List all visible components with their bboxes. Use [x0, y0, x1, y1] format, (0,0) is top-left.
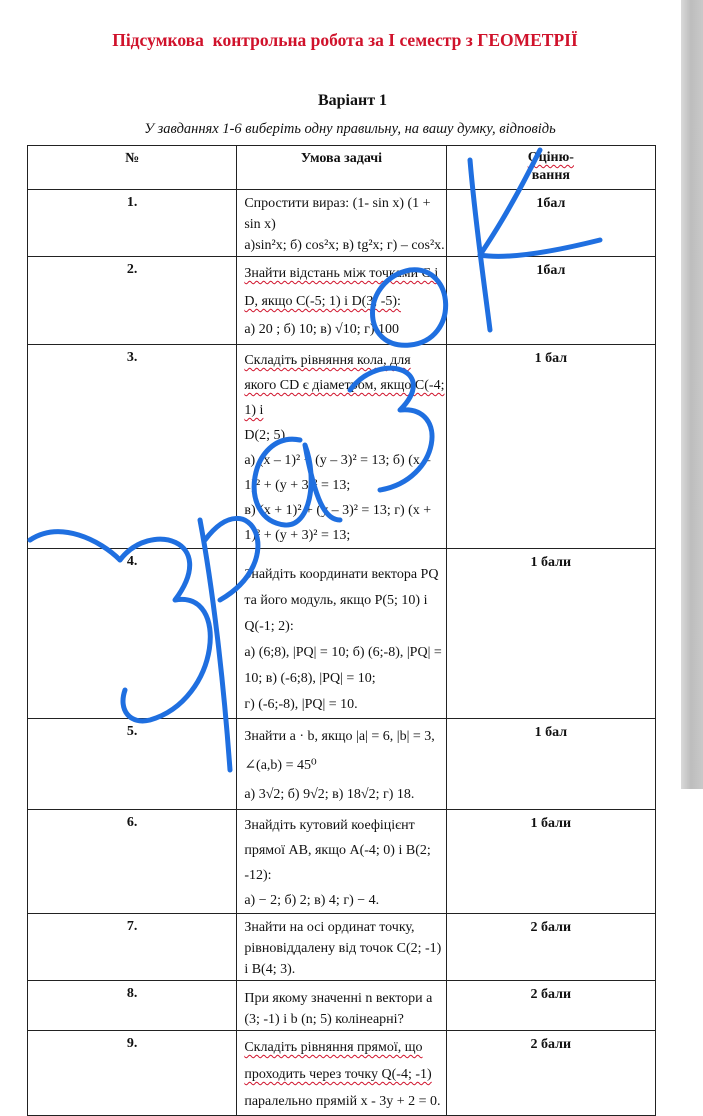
- task-line: паралельно прямій x - 3y + 2 = 0.: [244, 1094, 441, 1109]
- table-row: [28, 914, 656, 981]
- table-row: [28, 1031, 656, 1116]
- task-number: 9.: [28, 1031, 237, 1116]
- task-text: [237, 981, 446, 1031]
- task-line: Складіть рівняння кола, для якого СD є діаметром, якщо С(-4; 1) і: [244, 353, 445, 418]
- header-score-line1: Оціню-: [527, 150, 574, 165]
- task-line: Спростити вираз: (1- sin x) (1 + sin x): [244, 196, 431, 232]
- task-number: 5.: [28, 719, 237, 810]
- task-line: а) (x – 1)² + (y – 3)² = 13; б) (x – 1)² + (y + 3)² = 13;: [244, 453, 431, 493]
- task-score: 2 бали: [446, 1031, 655, 1116]
- header-score-line2: вання: [531, 168, 570, 183]
- task-text: [237, 810, 446, 914]
- task-line: а) 3√2; б) 9√2; в) 18√2; г) 18.: [244, 787, 415, 802]
- task-line: а)sin²x; б) cos²x; в) tg²x; г) – cos²x.: [244, 238, 445, 253]
- task-number: 2.: [28, 257, 237, 345]
- task-text: [237, 549, 446, 719]
- task-line: Знайти відстань між точками С і D, якщо С(-5; 1) і D(3; -5):: [244, 266, 439, 309]
- task-number: 3.: [28, 345, 237, 549]
- task-score: 1бал: [446, 190, 655, 257]
- task-text: [237, 914, 446, 981]
- task-line: При якому значенні n вектори a (3; -1) і b (n; 5) колінеарні?: [244, 991, 433, 1027]
- task-score: 1 бал: [446, 719, 655, 810]
- header-number: №: [28, 146, 237, 190]
- table-header-row: [28, 146, 656, 190]
- task-line: а) (6;8), |PQ| = 10; б) (6;-8), |PQ| = 10; в) (-6;8), |PQ| = 10;: [244, 645, 442, 686]
- task-score: 1 бал: [446, 345, 655, 549]
- viewer-scrollbar[interactable]: [681, 0, 703, 789]
- variant-heading: Варіант 1: [317, 92, 388, 109]
- table-row: [28, 549, 656, 719]
- table-row: [28, 345, 656, 549]
- task-score: 2 бали: [446, 914, 655, 981]
- task-line: г) (-6;-8), |PQ| = 10.: [244, 697, 358, 712]
- task-number: 1.: [28, 190, 237, 257]
- table-row: [28, 810, 656, 914]
- task-line: Знайдіть координати вектора PQ та його модуль, якщо P(5; 10) і Q(-1; 2):: [244, 567, 439, 634]
- task-text: [237, 345, 446, 549]
- task-line: Знайдіть кутовий коефіцієнт прямої АВ, якщо А(-4; 0) і В(2; -12):: [244, 818, 431, 883]
- table-row: [28, 719, 656, 810]
- header-score: [446, 146, 655, 190]
- task-score: 1 бали: [446, 810, 655, 914]
- task-line: Знайти a · b, якщо |a| = 6, |b| = 3, ∠(a,b) = 45⁰: [244, 729, 435, 773]
- instructions: У завданнях 1-6 виберіть одну правильну, на вашу думку, відповідь: [144, 121, 556, 137]
- task-line: а) 20 ; б) 10; в) √10; г) 100: [244, 322, 400, 337]
- task-score: 1 бали: [446, 549, 655, 719]
- task-number: 7.: [28, 914, 237, 981]
- table-row: [28, 981, 656, 1031]
- task-text: [237, 190, 446, 257]
- task-line: а) − 2; б) 2; в) 4; г) − 4.: [244, 893, 380, 908]
- task-line: в) (x + 1)² + (y – 3)² = 13; г) (x + 1)² + (y + 3)² = 13;: [244, 503, 432, 543]
- table-row: [28, 190, 656, 257]
- task-text: [237, 719, 446, 810]
- header-task: Умова задачі: [237, 146, 446, 190]
- task-line: Знайти на осі ординат точку, рівновіддалену від точок С(2; -1) і В(4; 3).: [244, 920, 442, 977]
- task-text: [237, 257, 446, 345]
- task-score: 1бал: [446, 257, 655, 345]
- document-title: Підсумкова контрольна робота за І семестр з ГЕОМЕТРІЇ: [112, 30, 578, 50]
- tasks-table: [27, 145, 656, 1116]
- task-number: 4.: [28, 549, 237, 719]
- table-row: [28, 257, 656, 345]
- task-score: 2 бали: [446, 981, 655, 1031]
- task-line: D(2; 5).: [244, 428, 289, 443]
- task-line: Складіть рівняння прямої, що проходить через точку Q(-4; -1): [244, 1040, 432, 1082]
- task-number: 6.: [28, 810, 237, 914]
- task-number: 8.: [28, 981, 237, 1031]
- task-text: [237, 1031, 446, 1116]
